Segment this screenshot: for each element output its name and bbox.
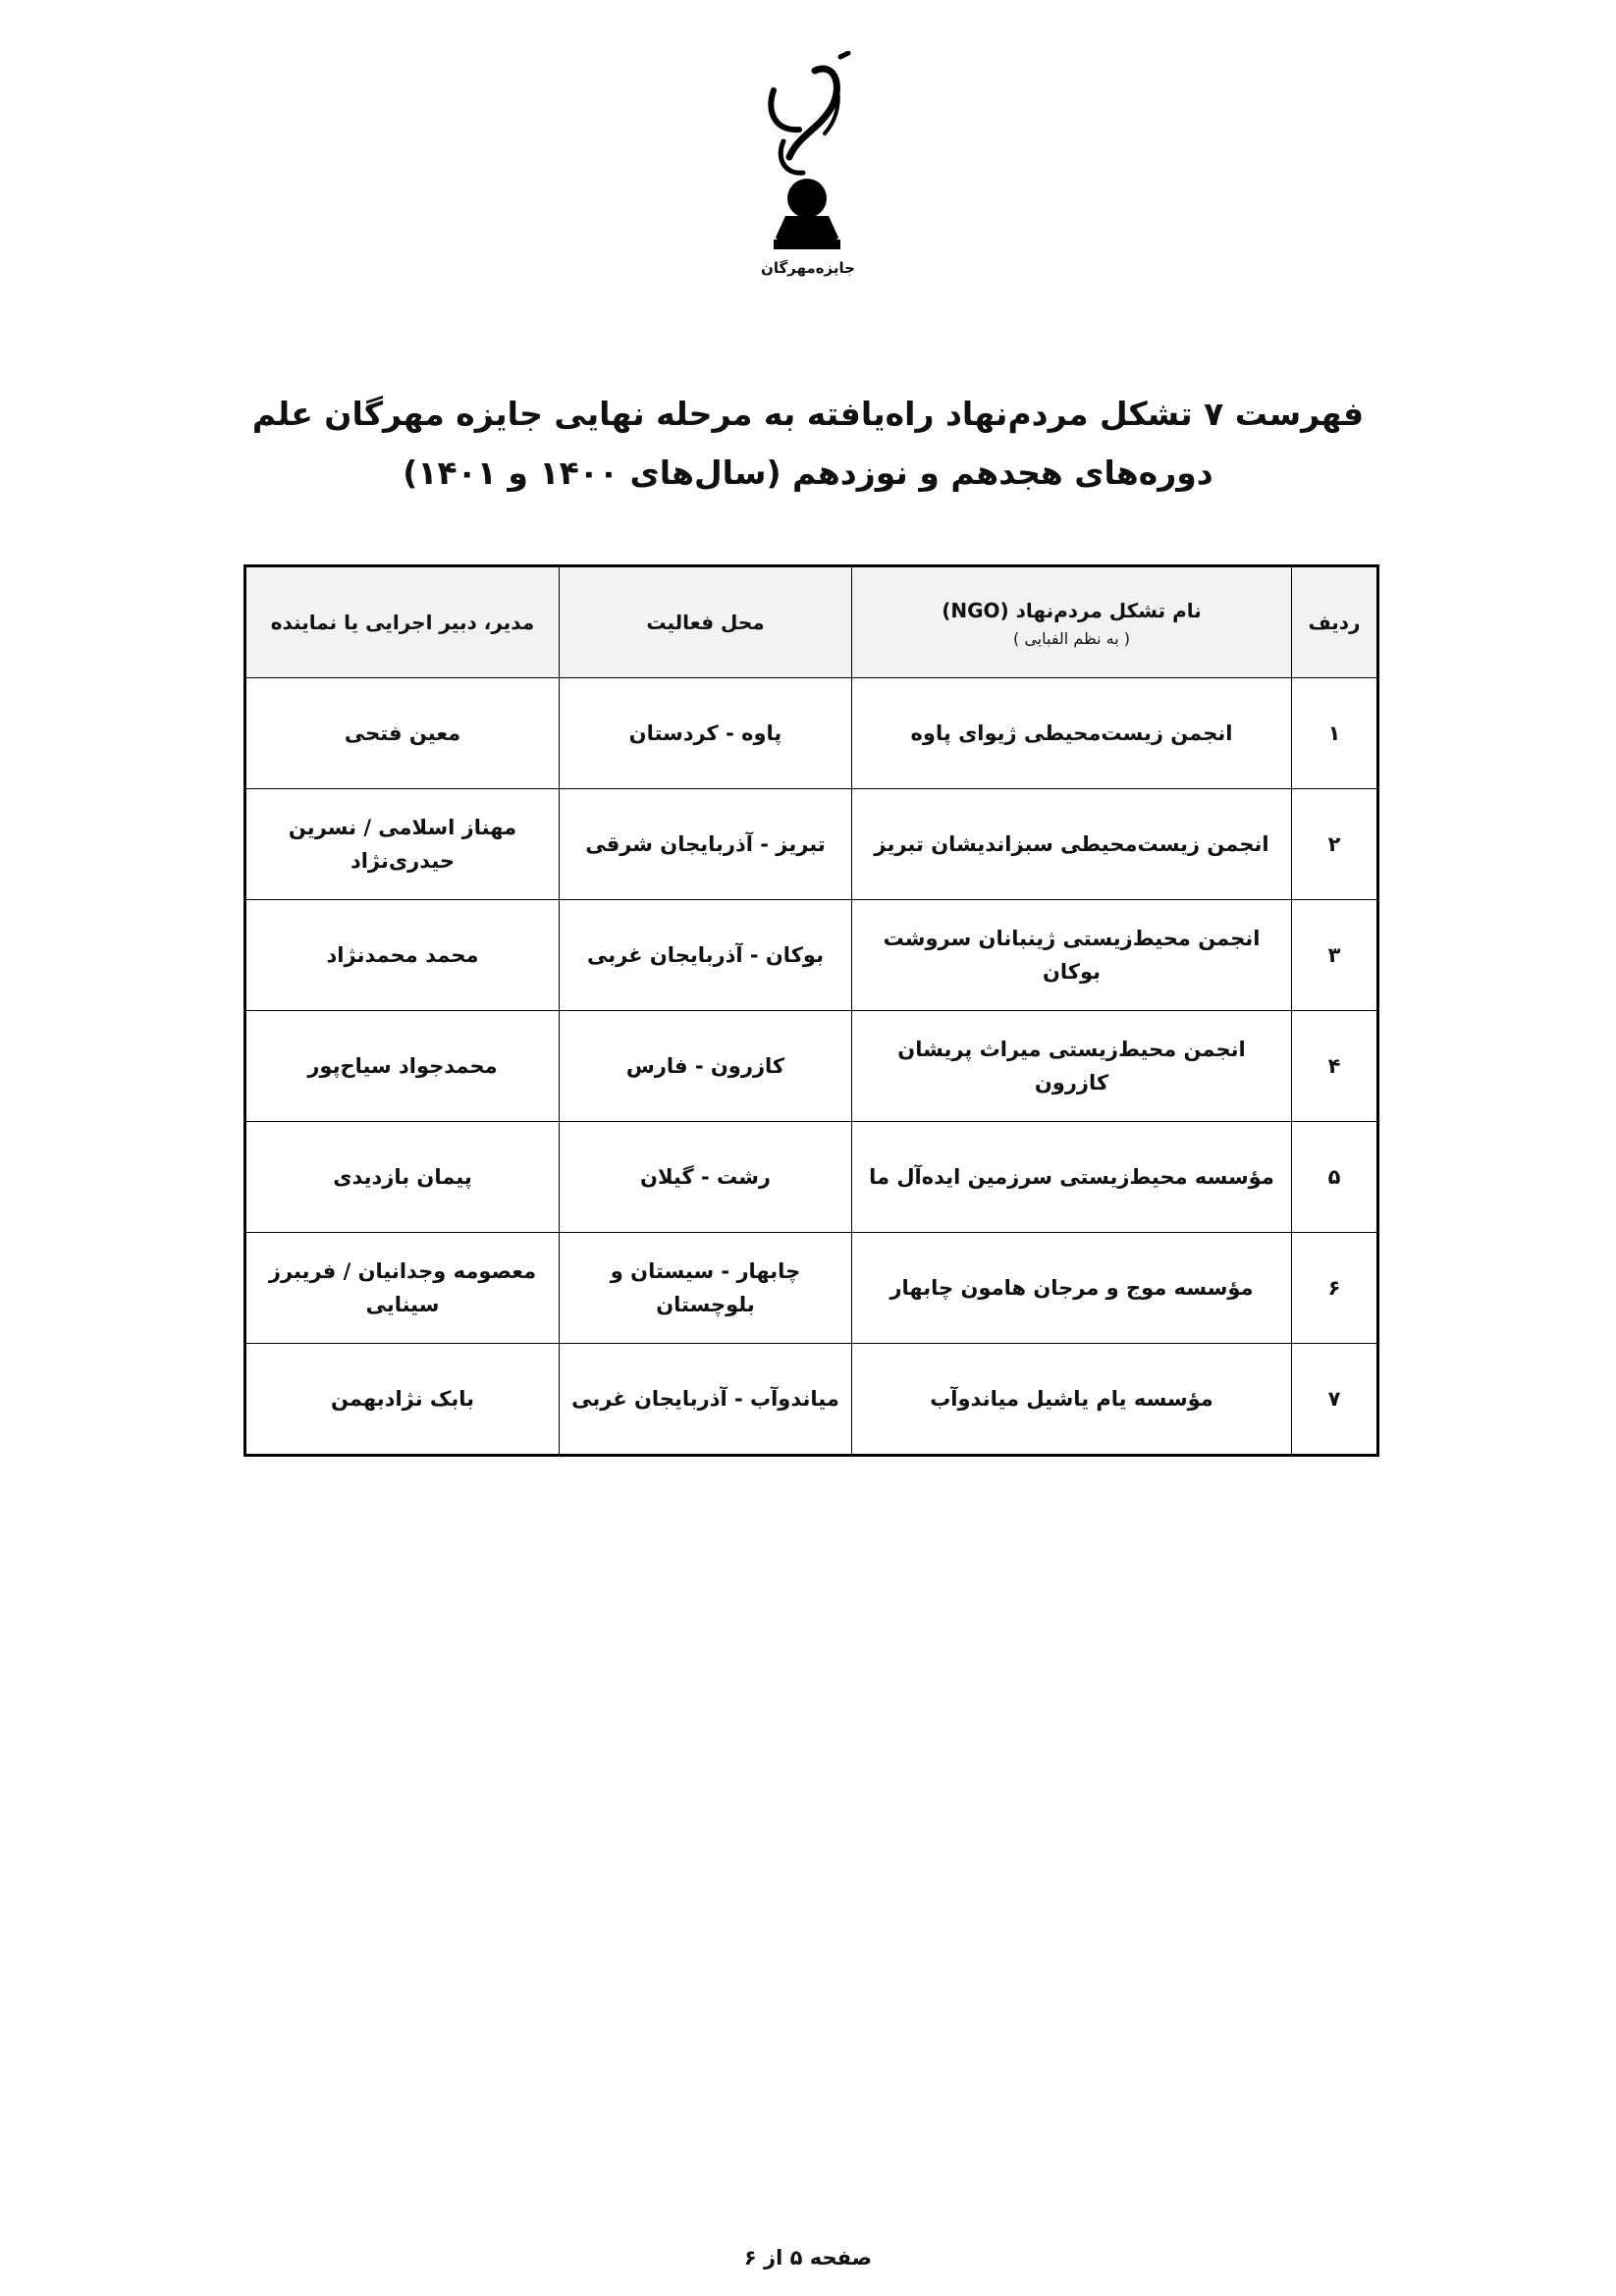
cell-manager: مهناز اسلامی / نسرین حیدری‌نژاد	[245, 789, 560, 900]
cell-manager: پیمان بازدیدی	[245, 1122, 560, 1233]
cell-row-no: ۵	[1292, 1122, 1378, 1233]
header-ngo-name	[852, 566, 1292, 678]
cell-ngo-name: انجمن محیط‌زیستی ژینبانان سروشت بوکان	[852, 900, 1292, 1011]
cell-manager: محمدجواد سیاح‌پور	[245, 1011, 560, 1122]
table-row	[245, 1011, 1378, 1122]
cell-manager: معین فتحی	[245, 678, 560, 789]
table-header-row	[245, 566, 1378, 678]
cell-manager: معصومه وجدانیان / فریبرز سینایی	[245, 1233, 560, 1344]
header-manager: مدیر، دبیر اجرایی یا نماینده	[245, 566, 560, 678]
cell-ngo-name: انجمن زیست‌محیطی سبزاندیشان تبریز	[852, 789, 1292, 900]
cell-row-no: ۳	[1292, 900, 1378, 1011]
cell-ngo-name: مؤسسه محیط‌زیستی سرزمین ایده‌آل ما	[852, 1122, 1292, 1233]
cell-ngo-name: مؤسسه یام یاشیل میاندوآب	[852, 1344, 1292, 1456]
page-title	[118, 385, 1498, 503]
cell-location: کازرون - فارس	[560, 1011, 852, 1122]
mehregan-award-statuette-logo-icon	[746, 51, 870, 257]
table-row	[245, 1344, 1378, 1456]
logo-caption: جایزه‌مهرگان	[761, 259, 855, 277]
table-row	[245, 900, 1378, 1011]
cell-location: رشت - گیلان	[560, 1122, 852, 1233]
header-location: محل فعالیت	[560, 566, 852, 678]
cell-row-no: ۶	[1292, 1233, 1378, 1344]
cell-row-no: ۱	[1292, 678, 1378, 789]
page-number: صفحه ۵ از ۶	[743, 2246, 873, 2269]
cell-manager: محمد محمدنژاد	[245, 900, 560, 1011]
cell-row-no: ۷	[1292, 1344, 1378, 1456]
cell-location: بوکان - آذربایجان غربی	[560, 900, 852, 1011]
cell-ngo-name: مؤسسه موج و مرجان هامون چابهار	[852, 1233, 1292, 1344]
ngo-finalists-table	[243, 564, 1379, 1457]
header-row-no: ردیف	[1292, 566, 1378, 678]
cell-manager: بابک نژادبهمن	[245, 1344, 560, 1456]
cell-location: پاوه - کردستان	[560, 678, 852, 789]
cell-row-no: ۴	[1292, 1011, 1378, 1122]
mehregan-logo	[746, 51, 870, 291]
table-row	[245, 1122, 1378, 1233]
header-ngo-name-note: ( به نظم الفبایی )	[1013, 629, 1130, 648]
title-line-2: دوره‌های هجدهم و نوزدهم (سال‌های ۱۴۰۰ و ۱۴۰۱)	[403, 454, 1213, 492]
header-ngo-name-label: نام تشکل مردم‌نهاد (NGO)	[942, 599, 1202, 622]
cell-row-no: ۲	[1292, 789, 1378, 900]
table-row	[245, 678, 1378, 789]
cell-location: چابهار - سیستان و بلوچستان	[560, 1233, 852, 1344]
cell-ngo-name: انجمن محیط‌زیستی میراث پریشان کازرون	[852, 1011, 1292, 1122]
table-row	[245, 1233, 1378, 1344]
table-row	[245, 789, 1378, 900]
cell-location: تبریز - آذربایجان شرقی	[560, 789, 852, 900]
cell-ngo-name: انجمن زیست‌محیطی ژیوای پاوه	[852, 678, 1292, 789]
cell-location: میاندوآب - آذربایجان غربی	[560, 1344, 852, 1456]
title-line-1: فهرست ۷ تشکل مردم‌نهاد راه‌یافته به مرحله نهایی جایزه مهرگان علم	[251, 395, 1365, 433]
